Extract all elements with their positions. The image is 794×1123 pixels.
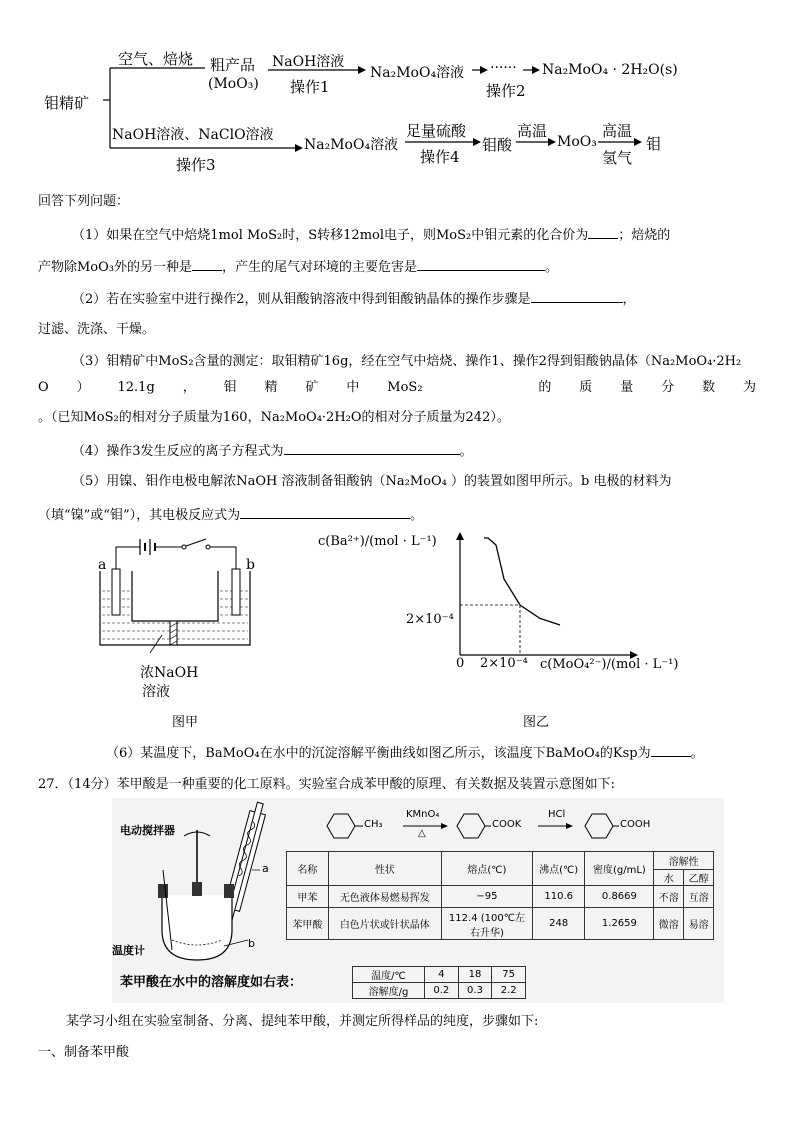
q2-text-a: （2）若在实验室中进行操作2，则从钼酸钠溶液中得到钼酸钠晶体的操作步骤是 (72, 292, 531, 307)
figure-a-caption: 图甲 (172, 715, 199, 730)
q1-blank-2[interactable] (192, 258, 222, 271)
q2-blank[interactable] (531, 290, 623, 303)
product-cook: COOK (492, 819, 522, 830)
q3-w12: 量 (620, 380, 634, 395)
intro-text: 回答下列问题： (38, 194, 130, 209)
q27-stem: 27．（14分）苯甲酸是一种重要的化工原料。实验室合成苯甲酸的原理、有关数据及装置示意图如下: (38, 777, 615, 792)
q4-text-a: （4）操作3发生反应的离子方程式为 (72, 444, 284, 459)
q3-w15: 为 (742, 380, 756, 395)
y-axis-label: c(Ba²⁺)/(mol · L⁻¹) (318, 534, 437, 549)
cell: 248 (532, 908, 585, 940)
stirrer-label: 电动搅拌器 (120, 824, 175, 837)
th-solubility: 溶解性 (654, 852, 714, 870)
q1-line1 (72, 226, 670, 244)
flow-r2-reagent: 足量硫酸 (406, 122, 467, 140)
q1-blank-3[interactable] (417, 258, 545, 271)
reagent-hcl: HCl (548, 809, 566, 820)
q5-text-b: （填“镍”或“钼”），其电极反应式为 (38, 508, 241, 523)
q5-blank[interactable] (240, 506, 410, 519)
q3-w4: ， (182, 380, 196, 395)
cell: 微溶 (654, 908, 684, 940)
q3-w7: 矿 (305, 380, 319, 395)
reagent-heat: △ (418, 828, 426, 839)
flow-r2-acid: 钼酸 (482, 136, 513, 154)
cell: 0.3 (458, 983, 492, 999)
electrode-a-label: a (98, 557, 107, 573)
y-tick-label: 2×10⁻⁴ (406, 612, 454, 627)
flow-r1-product-formula: (MoO₃) (208, 76, 259, 92)
flow-r2-end: 钼 (646, 135, 662, 153)
q1-blank-1[interactable] (588, 226, 618, 239)
q6-text-a: （6）某温度下，BaMoO₄在水中的沉淀溶解平衡曲线如图乙所示，该温度下BaMoO₄的Ksp为 (106, 746, 651, 761)
cell: 75 (492, 967, 526, 983)
flow-r2-op3: 操作3 (176, 156, 216, 174)
x-axis-label: c(MoO₄²⁻)/(mol · L⁻¹) (540, 657, 679, 672)
toluene-ch3: CH₃ (364, 819, 383, 830)
electrode-b-label: b (246, 557, 255, 573)
q3-w6: 精 (264, 380, 278, 395)
flow-r1-end: Na₂MoO₄ · 2H₂O(s) (542, 62, 678, 78)
table-row (353, 983, 526, 999)
th-appearance: 性状 (328, 852, 441, 886)
product-cooh: COOH (620, 819, 651, 830)
q3-w8: 中 (346, 380, 360, 395)
flow-r1-dots: ······ (490, 60, 517, 76)
q1-text-b: ；焙烧的 (618, 228, 671, 243)
flow-r1-op1: 操作1 (290, 78, 330, 96)
q3-blank-space[interactable] (450, 380, 510, 396)
th-name: 名称 (287, 852, 329, 886)
solution-label-1: 浓NaOH (140, 665, 199, 681)
q4-text-b: 。 (459, 444, 473, 459)
q3-w1: O (38, 380, 49, 395)
q3-w13: 分 (661, 380, 675, 395)
thermometer-label: 温度计 (112, 944, 145, 957)
flow-r2-intermediate: Na₂MoO₄溶液 (304, 137, 399, 153)
ksp-series-line (484, 538, 560, 625)
cell: 白色片状或针状晶体 (328, 908, 441, 940)
cell: 不溶 (654, 886, 684, 908)
q2-line1 (72, 290, 636, 308)
cell: 温度/℃ (353, 967, 425, 983)
q3-w2: ） (76, 380, 90, 395)
cell: 0.8669 (585, 886, 654, 908)
q3-w11: 质 (579, 380, 593, 395)
q6-line (106, 744, 704, 762)
x-tick-label: 2×10⁻⁴ (480, 656, 528, 671)
cell: 2.2 (492, 983, 526, 999)
cell: 0.2 (425, 983, 459, 999)
cell: 苯甲酸 (287, 908, 329, 940)
flow-r2-op4: 操作4 (420, 148, 460, 166)
q3-w10: 的 (538, 380, 552, 395)
cell: 110.6 (532, 886, 585, 908)
q2-text-b: ， (622, 292, 636, 307)
origin-label: 0 (456, 656, 465, 671)
q6-text-b: 。 (690, 746, 704, 761)
q4-line (72, 442, 473, 460)
q5-text-c: 。 (410, 508, 424, 523)
flow-r1-product: 粗产品 (210, 56, 256, 74)
cell: 4 (425, 967, 459, 983)
q1-line2 (38, 258, 558, 276)
flow-r2-heat1: 高温 (517, 122, 548, 140)
cell: 互溶 (684, 886, 714, 908)
flow-r2-heat2: 高温 (602, 122, 633, 140)
q5-line2 (38, 506, 423, 524)
cell: 甲苯 (287, 886, 329, 908)
q3-line2 (38, 380, 756, 396)
th-melting-point: 熔点(℃) (441, 852, 532, 886)
cell: 1.2659 (585, 908, 654, 940)
cell: −95 (441, 886, 532, 908)
q3-w9: MoS₂ (387, 380, 423, 395)
q4-blank[interactable] (284, 442, 460, 455)
q2-line2: 过滤、洗涤、干燥。 (38, 322, 156, 337)
q27-section-1: 一、制备苯甲酸 (38, 1045, 130, 1060)
solubility-table (352, 966, 526, 999)
flow-r1-condition: 空气、焙烧 (118, 50, 194, 68)
q1-text-d: ，产生的尾气对环境的主要危害是 (222, 260, 418, 275)
flow-r1-intermediate: Na₂MoO₄溶液 (370, 65, 465, 81)
q5-line1: （5）用镍、钼作电极电解浓NaOH 溶液制备钼酸钠（Na₂MoO₄ ）的装置如图甲所示。b 电极的材料为 (72, 474, 672, 489)
table-row (287, 886, 714, 908)
cell: 溶解度/g (353, 983, 425, 999)
q27-procedure-intro: 某学习小组在实验室制备、分离、提纯苯甲酸，并测定所得样品的纯度，步骤如下: (66, 1014, 539, 1029)
apparatus-a-label: a (262, 862, 269, 875)
th-boiling-point: 沸点(℃) (532, 852, 585, 886)
flow-r2-condition: NaOH溶液、NaClO溶液 (112, 127, 274, 143)
q3-line1: （3）钼精矿中MoS₂含量的测定：取钼精矿16g，经在空气中焙烧、操作1、操作2得到钼酸钠晶体（Na₂MoO₄·2H₂ (72, 354, 742, 369)
cell: 无色液体易燃易挥发 (328, 886, 441, 908)
th-water: 水 (654, 870, 684, 886)
q1-text-a: （1）如果在空气中焙烧1mol MoS₂时，S转移12mol电子，则MoS₂中钼元素的化合价为 (72, 228, 589, 243)
figure-b-caption: 图乙 (523, 715, 550, 730)
reagent-kmno4: KMnO₄ (406, 809, 440, 820)
cell: 112.4 (100℃左右升华) (441, 908, 532, 940)
flow-ore: 钼精矿 (44, 94, 90, 112)
q6-blank[interactable] (651, 744, 691, 757)
q3-w5: 钼 (223, 380, 237, 395)
y-axis-arrow (456, 532, 464, 540)
th-density: 密度(g/mL) (585, 852, 654, 886)
q1-text-c: 产物除MoO₃外的另一种是 (38, 260, 193, 275)
solution-label-2: 溶液 (142, 684, 170, 700)
apparatus-b-label: b (248, 937, 255, 950)
flow-r2-oxide: MoO₃ (557, 134, 597, 150)
cell: 易溶 (684, 908, 714, 940)
flow-r2-hydrogen: 氢气 (602, 149, 633, 167)
q1-text-e: 。 (545, 260, 559, 275)
solubility-caption: 苯甲酸在水中的溶解度如右表： (120, 975, 303, 990)
q3-line3: 。（已知MoS₂的相对分子质量为160，Na₂MoO₄·2H₂O的相对分子质量为242）。 (38, 410, 510, 425)
property-table (286, 851, 714, 940)
q3-w14: 数 (702, 380, 716, 395)
table-row (353, 967, 526, 983)
th-ethanol: 乙醇 (684, 870, 714, 886)
flow-r1-reagent: NaOH溶液 (272, 54, 345, 70)
q3-w3: 12.1g (117, 380, 155, 395)
table-row (287, 908, 714, 940)
cell: 18 (458, 967, 492, 983)
flow-r1-op2: 操作2 (486, 82, 526, 100)
